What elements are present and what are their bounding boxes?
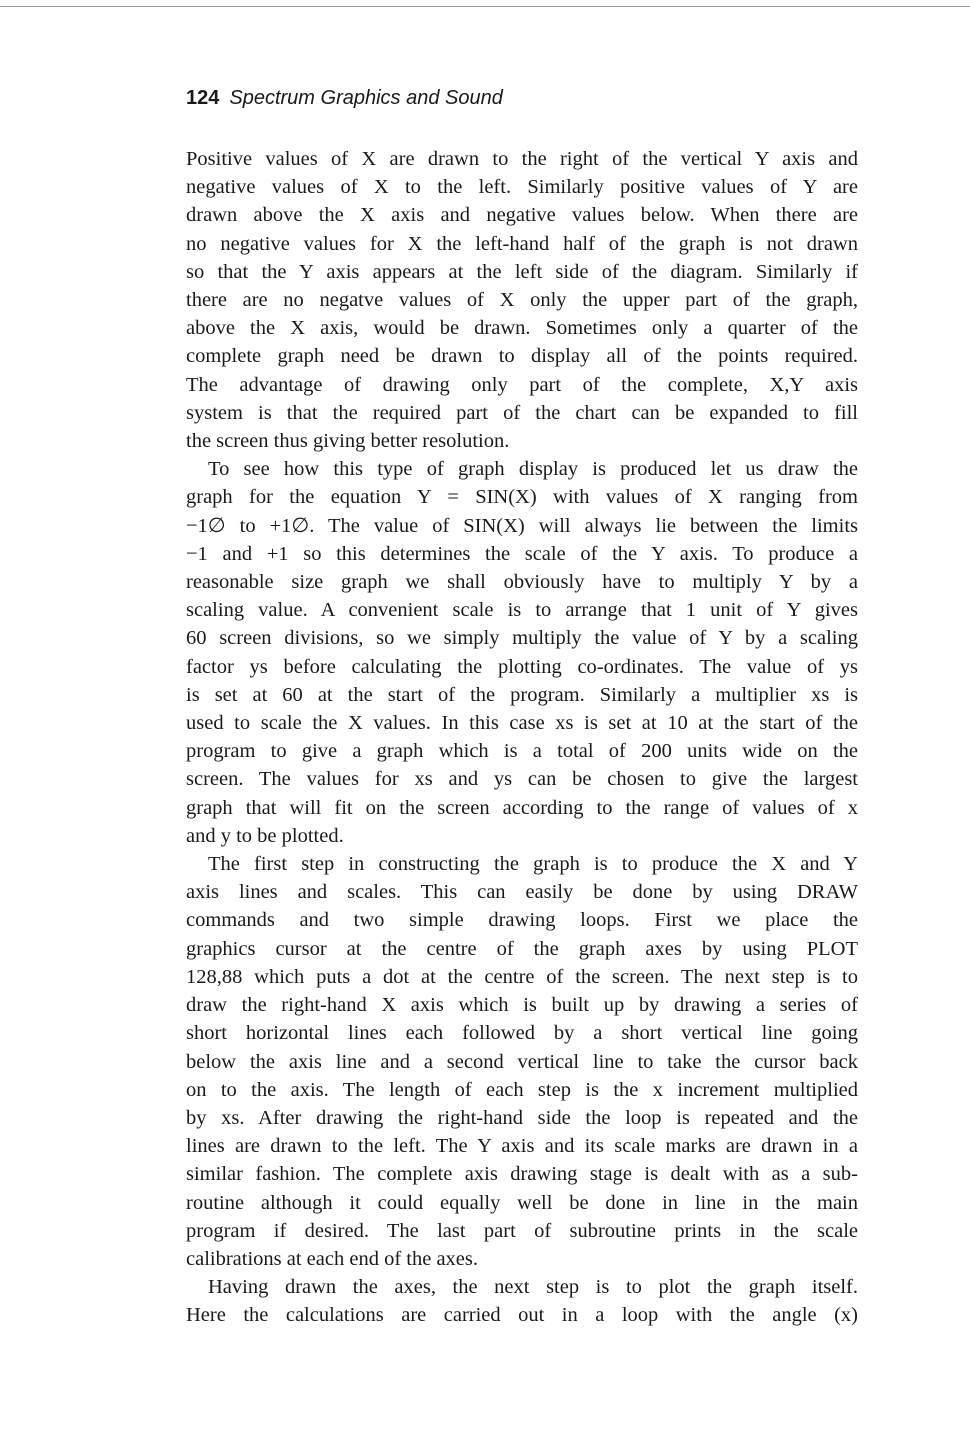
text-line: negative values of X to the left. Similarly positive values of Y are	[186, 176, 858, 199]
paragraph	[186, 455, 858, 850]
text-line: factor ys before calculating the plotting co-ordinates. The value of ys	[186, 655, 858, 678]
text-line: draw the right-hand X axis which is built up by drawing a series of	[186, 994, 858, 1017]
text-line: below the axis line and a second vertical line to take the cursor back	[186, 1050, 858, 1073]
text-line: program if desired. The last part of subroutine prints in the scale	[186, 1219, 858, 1242]
text-line: screen. The values for xs and ys can be chosen to give the largest	[186, 768, 858, 791]
text-line: calibrations at each end of the axes.	[186, 1247, 478, 1270]
text-line: is set at 60 at the start of the program. Similarly a multiplier xs is	[186, 683, 858, 706]
text-line: graphics cursor at the centre of the graph axes by using PLOT	[186, 937, 858, 960]
text-line: used to scale the X values. In this case xs is set at 10 at the start of the	[186, 712, 858, 735]
text-line: no negative values for X the left-hand half of the graph is not drawn	[186, 232, 858, 255]
text-line: so that the Y axis appears at the left side of the diagram. Similarly if	[186, 260, 858, 283]
text-line: system is that the required part of the chart can be expanded to fill	[186, 401, 858, 424]
text-line: on to the axis. The length of each step is the x increment multiplied	[186, 1078, 858, 1101]
paragraph	[186, 145, 858, 455]
body-text	[186, 145, 858, 1330]
text-line: graph for the equation Y = SIN(X) with values of X ranging from	[186, 486, 858, 509]
text-line: there are no negatve values of X only the upper part of the graph,	[186, 289, 858, 312]
text-line: above the X axis, would be drawn. Sometimes only a quarter of the	[186, 317, 858, 340]
text-line: −1∅ to +1∅. The value of SIN(X) will always lie between the limits	[186, 514, 858, 537]
book-title: Spectrum Graphics and Sound	[229, 87, 503, 109]
paragraph	[186, 1273, 858, 1329]
text-line: Having drawn the axes, the next step is to plot the graph itself.	[208, 1276, 858, 1299]
text-line: the screen thus giving better resolution.	[186, 430, 510, 453]
text-line: and y to be plotted.	[186, 824, 344, 847]
text-line: −1 and +1 so this determines the scale of the Y axis. To produce a	[186, 542, 858, 565]
text-line: scaling value. A convenient scale is to arrange that 1 unit of Y gives	[186, 599, 858, 622]
text-line: complete graph need be drawn to display all of the points required.	[186, 345, 858, 368]
text-line: short horizontal lines each followed by a short vertical line going	[186, 1022, 858, 1045]
text-line: drawn above the X axis and negative values below. When there are	[186, 204, 858, 227]
text-line: lines are drawn to the left. The Y axis and its scale marks are drawn in a	[186, 1135, 858, 1158]
text-line: similar fashion. The complete axis drawing stage is dealt with as a sub-	[186, 1163, 858, 1186]
text-line: To see how this type of graph display is produced let us draw the	[208, 458, 858, 481]
paragraph	[186, 850, 858, 1273]
text-line: graph that will fit on the screen according to the range of values of x	[186, 796, 858, 819]
text-line: routine although it could equally well be done in line in the main	[186, 1191, 858, 1214]
page-number: 124	[186, 87, 220, 109]
top-rule	[0, 6, 970, 7]
text-line: The advantage of drawing only part of the complete, X,Y axis	[186, 373, 858, 396]
text-line: 60 screen divisions, so we simply multiply the value of Y by a scaling	[186, 627, 858, 650]
running-head	[186, 84, 503, 112]
text-line: 128,88 which puts a dot at the centre of the screen. The next step is to	[186, 965, 858, 988]
text-line: Here the calculations are carried out in a loop with the angle (x)	[186, 1304, 858, 1327]
text-line: axis lines and scales. This can easily be done by using DRAW	[186, 881, 858, 904]
text-line: commands and two simple drawing loops. First we place the	[186, 909, 858, 932]
text-line: Positive values of X are drawn to the right of the vertical Y axis and	[186, 148, 858, 170]
text-line: reasonable size graph we shall obviously have to multiply Y by a	[186, 571, 858, 594]
text-line: program to give a graph which is a total of 200 units wide on the	[186, 740, 858, 763]
text-line: by xs. After drawing the right-hand side the loop is repeated and the	[186, 1106, 858, 1129]
text-line: The first step in constructing the graph is to produce the X and Y	[208, 853, 858, 876]
